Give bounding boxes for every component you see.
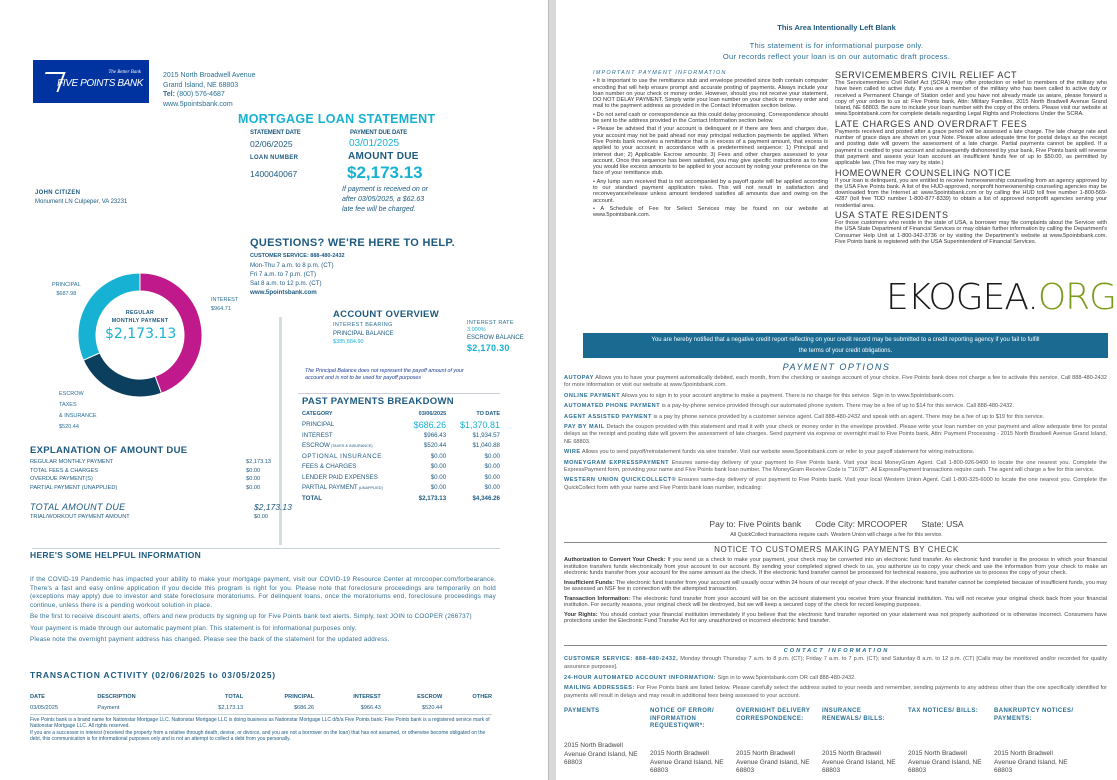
slice-value: $687.98 [56,291,77,297]
payment-option [564,403,1107,410]
explanation-table [28,458,273,492]
address-title: OVERNIGHT DELIVERY CORRESPONDENCE: [736,708,811,722]
amount-cell: $0.00 [430,484,447,492]
banner-line: You are hereby notified that a negative credit report reflecting on your credit record may be submitted to a credit reporting agency if you fail to fulfill [651,337,1040,343]
statement-back-page [556,0,1117,780]
payment-option [564,393,1107,400]
blank-area-notice: This Area Intentionally Left Blank [777,23,896,32]
info-bullet: • A Schedule of Fee for Select Services may be found on our website at www.5pointsbank.com. [593,205,828,219]
column-header: ESCROW [417,694,443,701]
statement-date: 02/06/2025 [250,139,293,149]
transaction-activity-heading: TRANSACTION ACTIVITY (02/06/2025 to 03/05/2025) [30,670,276,680]
payment-option-text: Allows you to sign in to your account anytime to make a payment. There is no charge for this service. Sign in to www.5pointsbank.com. [621,392,955,399]
divider [564,542,1107,543]
section-text: The Servicemembers Civil Relief Act (SCRA) may offer protection or relief to members of the military who have been called to active duty. If you are a member of the military who has been called to active duty or received a Permanent Change of Station order and you have not already made us aware, please forward a copy of your orders to us at: Five Points bank, Attn: Military Families, 2015 North Bradwell Avenue Grand Island, NE 68803. Be sure to include your loan number with the copy of the orders. Please visit our website at www.5pointsbank.com for complete details regarding Legal Rights and Protections Under the SCRA. [835,80,1107,118]
legal-notices-column [835,70,1107,247]
helpful-info-body [30,576,496,645]
category-subnote: (TAXES & INSURANCE) [330,444,373,449]
slice-name: INTEREST [211,297,239,303]
payment-option-text: Detach the coupon provided with this statement and mail it with your check or money order in the envelope provided. Please write your loan number on your payment and allow adequate time for postal delays as the receipt and posting date will govern the assessment of late charges. Send payment via express or overnight mail to Five Points bank, Attn: Payment Processing - 2015 North Bradwell Avenue Grand Island, NE 68803. [564,424,1107,445]
credit-report-banner [583,333,1108,358]
amount-cell: $0.00 [246,476,261,483]
amount-due-label: AMOUNT DUE [348,151,419,162]
helpful-paragraph: If the COVID-19 Pandemic has impacted your ability to make your mortgage payment, visit our COVID-19 Resource Center at mrcooper.com/forbearance. There's a fast and easy online application if you decide this program is right for you. Please note that foreclosure proceedings are temporarily on hold (exceptions may apply) due to investor and state foreclosure moratoriums. For delinquent loans, once the moratoriums end, foreclosure proceedings may continue, unless there is a pending workout solution in place. [30,576,496,609]
hours-line: Fri 7 a.m. to 7 p.m. (CT) [250,271,317,278]
payment-option [564,460,1107,475]
transaction-cell: $520.44 [422,704,443,711]
interest-rate-label: INTEREST RATE [467,320,514,326]
amount-cell: $0.00 [246,484,261,491]
payment-option-text: Ensures same-day delivery of your payment to Five Points bank. Visit your local MoneyGram Agent. Call 1-800-926-9400 to locate the one nearest you. Complete the ExpressPayment form, providing your name and Five Points bank loan number. The MoneyGram Receive Code is ""1678"". All ExpressPayment transactions require cash. The agent will charge a fee for this service. [564,459,1107,474]
logo-tagline: The Better Bank [108,70,141,75]
helpful-paragraph: Be the first to receive discount alerts, offers and new products by signing up for Five Points bank text alerts. Simply, text JOIN to COOPER (266737) [30,613,472,620]
amount-cell: $0.00 [246,467,261,474]
payment-option-text: is a pay-by-phone service provided through our automated phone system. There may be a fee of up to $14 for this service. Call 888-480-2432. [661,403,1014,410]
amount-cell: $0.00 [484,473,500,481]
section-heading: USA STATE RESIDENTS [835,210,949,221]
transaction-cell [444,703,494,714]
contact-info-heading: CONTACT INFORMATION [783,648,890,654]
amount-cell: $0.00 [430,452,447,460]
informational-notice: This statement is for informational purpose only. [749,41,924,50]
address-title: BANKRUPTCY NOTICES/ PAYMENTS: [994,708,1074,722]
contact-text: For Five Points bank are listed below. Please carefully select the address suited to your needs and remember, sending payments to any address other than the one specifically identified for payments will result in delays and may result in additional fees being assessed to your account. [564,685,1107,700]
info-bullet: • Do not send cash or correspondence as this could delay processing. Correspondence should be sent to the address provided in the Contact Information section below. [593,111,828,125]
table-row [300,472,502,483]
column-header: OTHER [472,694,492,701]
table-row [300,441,502,452]
divider [30,714,492,715]
address-value: 2015 North Bradwell Avenue Grand Island, NE 68803 [908,750,982,774]
address-value: 2015 North Bradwell Avenue Grand Island, NE 68803 [650,750,724,774]
notice-key: Your Rights: [564,611,598,618]
table-row [28,467,273,476]
helpful-paragraph: Your payment is made through our automatic payment plan. This statement is for informational purposes only. [30,624,357,632]
amount-cell: $0.00 [430,463,447,471]
escrow-balance-label: ESCROW BALANCE [467,335,524,341]
principal-balance-label: PRINCIPAL BALANCE [333,331,394,337]
trial-payment-amount: $0.00 [254,514,268,520]
trial-payment-label: TRIAL/WORKOUT PAYMENT AMOUNT [30,514,130,520]
transaction-cell: $966.43 [360,704,381,711]
amount-cell: $4,346.26 [472,494,500,502]
table-row [300,430,502,441]
payment-option [564,477,1107,492]
principal-slice-label [52,281,81,299]
section-text: Payments received and posted after a grace period will be assessed a late charge. The late charge rate and number of grace days are shown on your Note. Please allow adequate time for postal delays as the receipt and posting date will govern the assessment of a late charge. Partial payments cannot be applied. If a payment is credited to your account and subsequently dishonored by your bank, Five Points bank will reverse that payment and assess your loan account an insufficient funds fee of up to $50.00, as permitted by applicable law. (This fee may vary by state.) [835,128,1107,167]
table-row [300,420,502,431]
amount-cell: $1,370.81 [459,419,500,430]
transaction-cell: $686.26 [293,704,315,711]
payment-option-name: AUTOPAY [564,375,594,381]
table-row [28,484,273,493]
label-cell: PARTIAL PAYMENT (UNAPPLIED) [30,484,118,491]
check-notice-body [564,557,1107,628]
category-cell: PRINCIPAL [302,421,335,429]
total-amount-due: $2,173.13 [254,502,292,512]
state: State: USA [921,519,964,529]
five-points-bank-logo [33,60,149,103]
watermark-text: EKOGEA. [886,277,1038,318]
principal-balance-note [305,368,464,382]
section-text: If your loan is delinquent, you are entitled to receive homeownership counseling from an agency approved by the USA Five Points bank. A list of the HUD-approved, nonprofit homeownership counseling agencies may be downloaded from the Internet at: www.5pointsbank.com or by calling the HUD toll free number 1-800-569-4287 (toll free TDD number 1-800-877-8339) to obtain a list of approved nonprofit agencies serving your residential area. [835,177,1107,209]
donut-label-line: REGULAR [125,310,155,316]
category-cell: OPTIONAL INSURANCE [302,452,383,460]
divider [564,645,1107,646]
info-bullet: • Please be advised that if your account is delinquent or if there are fees and charges due, your account may not be paid ahead nor may principal reduction payments be applied. When Five Points bank receives a remittance that is in excess of a payment amount, that excess is applied to your account in accordance with a predetermined sequence: 1) Principal and interest due; 2) Applicable Escrow amounts; 3) Fees and other charges assessed to your account. Once this sequence has been satisfied, you may give specific instructions as to how you would like excess amounts to be applied to your account by noting your preference on the face of your remittance stub. [593,126,828,177]
note-line: account and is not to be used for payoff purposes [305,375,422,381]
column-header: 03/06/2025 [418,411,447,418]
section-heading: SERVICEMEMBERS CIVIL RELIEF ACT [835,70,1018,80]
contact-paragraph [564,656,1107,672]
interest-rate: 3.000% [467,327,486,333]
address-title: NOTICE OF ERROR/ INFORMATION REQUEST/QWR*: [650,708,715,729]
table-header-row [28,692,494,703]
payment-option-name: PAY BY MAIL [564,424,605,431]
total-amount-due-label: TOTAL AMOUNT DUE [30,502,126,512]
principal-balance: $385,884.90 [333,339,364,345]
slice-name: ESCROW [59,391,84,397]
questions-heading: QUESTIONS? WE'RE HERE TO HELP. [250,237,455,249]
contact-key: MAILING ADDRESSES: [564,685,635,692]
contact-key: 24-HOUR AUTOMATED ACCOUNT INFORMATION: [564,674,716,681]
table-row [28,703,494,714]
payment-option [564,375,1107,390]
section-heading: HOMEOWNER COUNSELING NOTICE [835,167,1012,178]
label-cell: OVERDUE PAYMENT(S) [30,476,93,483]
amount-cell: $0.00 [484,452,500,460]
late-fee-note [342,185,428,215]
category-cell: INTEREST [302,431,333,439]
table-row [300,493,502,504]
table-row [300,483,502,494]
notice-text: The electronic fund transfer from your account will be on the account statement you receive from your financial institution. You will not receive your original check back from your financial institution. For security reasons, your original check will be destroyed, but we will keep a secured copy of the check for record keeping purposes. [564,595,1108,608]
tel-label: Tel: [163,91,175,98]
amount-cell: $1,934.57 [472,431,500,439]
notice-paragraph [564,596,1107,609]
contact-text: Monday through Thursday 7 a.m. to 8 p.m. (CT); Friday 7 a.m. to 7 p.m. (CT); and Saturday 8 a.m. to 12 p.m. (CT) [Calls may be monitored and/or recorded for quality assurance purposes]. [564,656,1107,670]
payment-options-list [564,375,1107,495]
donut-center-value: $2,173.13 [105,326,177,342]
late-fee-line: late fee will be charged. [342,206,416,213]
slice-value: $520.44 [59,424,79,430]
contact-paragraph [564,675,1107,683]
donut-center-label [110,309,170,325]
contact-text: Sign in to www.5pointsbank.com OR call 888-480-2432. [717,674,856,681]
payment-option-name: ONLINE PAYMENT [564,392,621,399]
column-header: TO DATE [476,411,500,418]
amount-cell: $520.44 [423,442,447,450]
contact-info-body [564,656,1107,704]
pay-to: Pay to: Five Points bank [709,519,802,529]
notice-paragraph [564,580,1107,593]
payment-option-text: Ensures same-day delivery of your payment to Five Points bank. Visit your local Western Union Agent. Call 1-800-325-6000 to locate the one nearest you. Complete the QuickCollect form with your name and Five Points bank loan number, indicating: [564,477,1107,491]
payment-option [564,424,1107,446]
bank-address [163,71,256,109]
column-header: INTEREST [353,694,381,701]
escrow-balance: $2,170.30 [467,343,510,353]
slice-name: TAXES [59,402,77,408]
amount-cell: $1,040.88 [472,442,500,450]
customer-service-phone: CUSTOMER SERVICE: 888-480-2432 [250,253,345,259]
column-header: TOTAL [225,694,244,701]
late-fee-line: If payment is received on or [342,186,428,193]
address-value: 2015 North Bradwell Avenue Grand Island, NE 68803 [564,742,638,766]
info-bullet: • Any lump sum received that is not accompanied by a payoff quote will be applied according to our standard payment application rules. This will not result in satisfaction and reconveyance/release unless amount tendered satisfies all amounts due and owing on the account. [593,178,828,204]
payment-option-name: WIRE [564,449,581,456]
payment-option-text: is a pay by phone service provided by a customer service agent. Call 888-480-2432 and speak with an agent. There may be a fee of up to $19 for this service. [653,413,1045,420]
table-row [28,475,273,484]
address-value: 2015 North Bradwell Avenue Grand Island, NE 68803 [736,750,810,774]
watermark-text: ORG [1037,277,1117,318]
transaction-cell: 03/05/2025 [30,704,58,711]
amount-cell: $0.00 [484,484,500,492]
amount-cell: $0.00 [484,463,500,471]
contact-paragraph [564,685,1107,701]
section-heading: LATE CHARGES AND OVERDRAFT FEES [835,118,1028,129]
quickcollect-instructions [556,519,1117,529]
quickcollect-note: All QuickCollect transactions require cash. Western Union will charge a fee for this service. [730,532,943,538]
section-text: For those customers who reside in the state of USA, a borrower may file complaints about the Servicer with the USA State Department of Financial Services or may obtain further information by calling the Department's Consumer Help Unit at 1-800-342-3736 or by visiting the Department's website at www.5pointsbank.com. Five Points bank is registered with the USA Superintendent of Financial Services. [835,220,1107,245]
amount-cell: $686.26 [413,419,447,430]
column-header: PRINCIPAL [284,694,315,701]
divider [32,548,500,549]
borrower-name: JOHN CITIZEN [35,190,81,196]
payment-option-name: MONEYGRAM EXPRESSPAYMENT [564,459,670,466]
label-cell: TOTAL FEES & CHARGES [30,467,98,474]
address-title: PAYMENTS [564,708,600,714]
legal-footer [30,718,496,742]
transaction-cell: $2,173.13 [218,704,244,711]
notice-text: If you send us a check to make your payment, your check may be converted into an electronic fund transfer. An electronic fund transfer is the process in which your financial institution transfers funds electronically from your account to our account. By sending your completed signed check to us, you authorize us to copy your check and use the information from your check to make an electronic funds transfer from your account for the same amount as the check. If the electronic fund transfer cannot be processed for technical reasons, you authorize us to process the copy of your check. [564,557,1107,576]
bank-website-link[interactable]: www.5pointsbank.com [163,100,233,108]
important-info-heading: IMPORTANT PAYMENT INFORMATION [593,70,727,76]
notice-key: Transaction Information: [564,595,631,602]
table-header-row [300,409,502,420]
hours-line: Mon-Thu 7 a.m. to 8 p.m. (CT) [250,262,334,269]
bank-phone: (800) 576-4687 [176,91,225,98]
donut-label-line: MONTHLY PAYMENT [111,318,169,324]
amount-due: $2,173.13 [347,163,423,182]
payment-option-text: Allows you to have your payment automatically debited, each month, from the checking or savings account of your choice. Five Points bank does not charge a fee to activate this service. Call 888-480-2432 for more information or visit our website at www.5pointsbank.com. [564,375,1107,389]
note-line: The Principal Balance does not represent the payoff amount of your [305,368,464,374]
address-value: 2015 North Bradwell Avenue Grand Island, NE 68803 [994,750,1068,774]
contact-key: CUSTOMER SERVICE: 888-480-2432, [564,656,679,662]
transaction-cell: Payment [97,704,120,711]
category-cell [300,441,404,452]
column-header: CATEGORY [302,411,333,418]
column-header: DATE [30,694,45,701]
helpful-info-heading: HERE'S SOME HELPFUL INFORMATION [30,550,202,560]
table-row [300,462,502,473]
category-cell [300,483,404,494]
amount-cell: $2,173.13 [418,494,447,502]
payment-due-date: 03/01/2025 [349,138,400,149]
address-value: 2015 North Bradwell Avenue Grand Island, NE 68803 [822,750,896,774]
payment-option-text: Allows you to send payoff/reinstatement funds via wire transfer. Visit our website www.5pointsbank.com or refer to your payoff statement for wiring instructions. [581,449,975,456]
amount-cell: $0.00 [430,473,447,481]
interest-slice-label [211,296,238,314]
transaction-table [28,692,494,713]
account-overview-heading: ACCOUNT OVERVIEW [333,309,439,320]
amount-cell: $2,173.13 [246,459,271,466]
questions-website-link[interactable]: www.5pointsbank.com [250,289,317,296]
payment-option [564,449,1107,456]
interest-bearing-label: INTEREST BEARING [333,322,393,328]
past-payments-heading: PAST PAYMENTS BREAKDOWN [302,396,454,407]
footer-paragraph: Five Points bank is a brand name for Nationstar Mortgage LLC. Nationstar Mortgage LLC is doing business as Nationstar Mortgage LLC d/b/a Five Points bank. Five Points bank is a registered service mark of Nationstar Mortgage LLC. All rights reserved. [30,717,490,729]
statement-title: MORTGAGE LOAN STATEMENT [238,112,436,126]
label-cell: REGULAR MONTHLY PAYMENT [30,459,114,466]
late-fee-line: after 03/05/2025, a $62.63 [342,196,425,203]
notice-key: Insufficient Funds: [564,579,615,586]
slice-name: & INSURANCE [59,413,97,419]
notice-paragraph [564,557,1107,577]
info-bullet: • It is important to use the remittance stub and envelope provided since both contain computer encoding that will help ensure prompt and accurate posting of payments. Always include your loan number on your check or money order. However, should you not receive your statement, DO NOT DELAY PAYMENT. Simply write your loan number on your check or money order and mail to the payment address as provided in the Contact Information section below. [593,78,828,110]
payment-option-name: AGENT ASSISTED PAYMENT [564,413,652,420]
autodraft-notice: Our records reflect your loan is on our automatic draft process. [722,52,951,61]
notice-text: You should contact your financial institution immediately if you believe that the electronic fund transfer reported on your statement was not properly authorized or is otherwise incorrect. Consumers have protections under the Electronic Fund Transfer Act for any unauthorized or incorrect electronic fund transfer. [564,611,1107,624]
escrow-slice-label [59,389,97,433]
watermark [886,278,1116,318]
past-payments-table [300,409,502,504]
payment-option-name: AUTOMATED PHONE PAYMENT [564,403,661,410]
banner-line: the terms of your credit obligations. [798,348,893,354]
payment-options-heading: PAYMENT OPTIONS [782,362,891,372]
notice-key: Authorization to Convert Your Check: [564,557,666,563]
category-cell: LENDER PAID EXPENSES [302,473,378,481]
category-label: PARTIAL PAYMENT [302,484,358,492]
amount-cell: $966.43 [423,431,447,439]
table-row [28,458,273,467]
bank-address-line1: 2015 North Broadwell Avenue [163,72,256,79]
payment-option [564,414,1107,421]
explanation-heading: EXPLANATION OF AMOUNT DUE [30,445,188,456]
payment-option-name: WESTERN UNION QUICKCOLLECT® [564,477,677,484]
helpful-paragraph: Please note the overnight payment address has changed. Please see the back of the statement for the updated address. [30,636,390,643]
footer-paragraph: If you are a successor in interest (received the property from a relative through death, devise, or divorce, and you are not a borrower on the loan) that has not assumed, or otherwise become obligated on the debt, this communication is for informational purposes only and is not an attempt to collect a debt from you personally. [30,730,486,742]
column-header: DESCRIPTION [97,694,136,701]
category-label: ESCROW [302,442,330,450]
divider [298,393,500,394]
statement-front-page [0,0,549,780]
statement-date-label: STATEMENT DATE [250,130,301,136]
loan-number-label: LOAN NUMBER [250,155,299,161]
contact-hours [250,252,345,297]
borrower-address: Monument LN Culpeper, VA 23231 [35,199,128,205]
category-cell: FEES & CHARGES [302,463,357,471]
check-notice-heading: NOTICE TO CUSTOMERS MAKING PAYMENTS BY CHECK [714,545,959,554]
loan-number: 1400040067 [250,169,298,179]
notice-text: The electronic fund transfer from your account will usually occur within 24 hours of our receipt of your check. If the electronic fund transfer cannot be completed because of insufficient funds, you may be assessed an NSF fee in connection with the attempted transaction. [564,579,1107,592]
logo-name: FIVE POINTS BANK [57,78,143,89]
notice-paragraph [564,612,1107,625]
slice-name: PRINCIPAL [52,282,81,288]
category-subnote: (UNAPPLIED) [358,486,383,491]
address-title: TAX NOTICES/ BILLS: [908,708,979,714]
code-city: Code City: MRCOOPER [815,519,908,529]
bank-address-line2: Grand Island, NE 68803 [163,81,239,89]
table-row [300,451,502,462]
payment-due-date-label: PAYMENT DUE DATE [350,130,408,136]
slice-value: $964.71 [211,306,231,312]
category-cell: TOTAL [302,494,323,502]
hours-line: Sat 8 a.m. to 12 p.m. (CT) [250,280,322,287]
address-title: INSURANCE RENEWALS/ BILLS: [822,708,886,722]
important-payment-info [593,70,828,221]
